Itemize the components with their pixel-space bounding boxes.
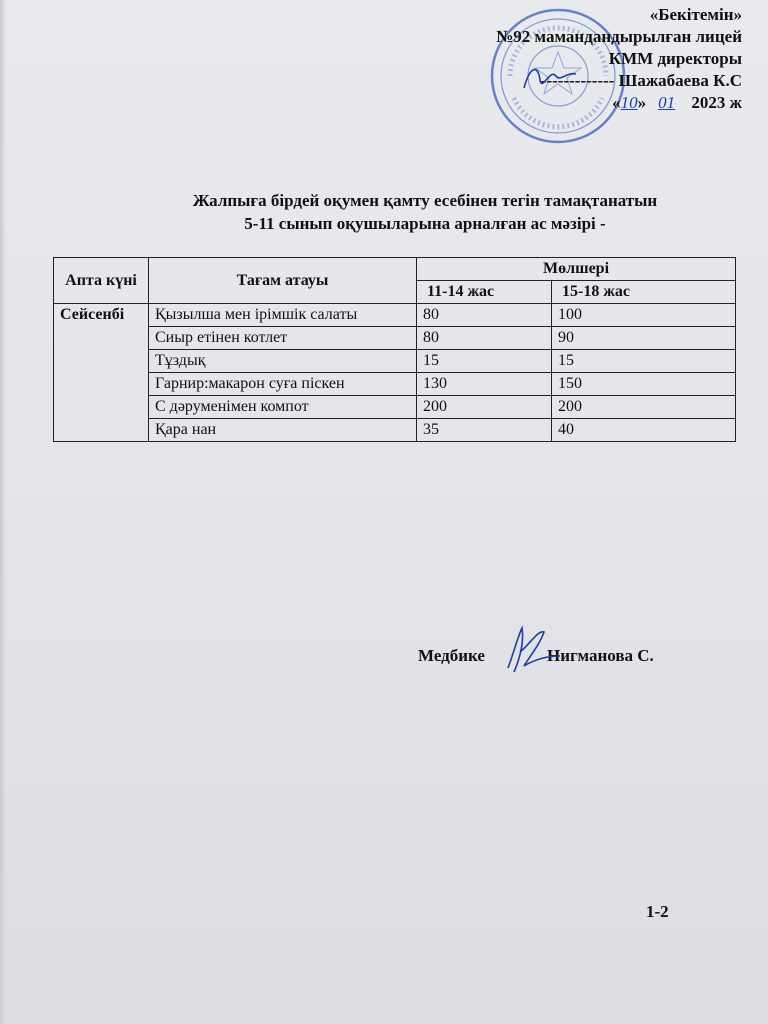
- amount-15-18-cell: 200: [552, 396, 736, 419]
- page-shadow: [0, 0, 6, 1024]
- dish-cell: С дәруменімен компот: [149, 396, 417, 419]
- amount-15-18-cell: 40: [552, 419, 736, 442]
- amount-15-18-cell: 15: [552, 350, 736, 373]
- nurse-name: Нигманова С.: [546, 646, 654, 665]
- dish-cell: Қызылша мен ірімшік салаты: [149, 304, 417, 327]
- header-row: [54, 258, 736, 281]
- page-number: 1-2: [646, 902, 669, 921]
- director-title: КММ директоры: [608, 49, 742, 68]
- header-age-15-18: 15-18 жас: [552, 281, 736, 304]
- heading-line-1: Жалпыға бірдей оқумен қамту есебінен тегін тамақтанатын: [192, 191, 658, 210]
- approval-title: «Бекітемін»: [649, 5, 742, 24]
- amount-11-14-cell: 15: [417, 350, 552, 373]
- header-amount: Мөлшері: [417, 258, 736, 281]
- menu-table: [53, 257, 736, 442]
- dish-cell: Сиыр етінен котлет: [149, 327, 417, 350]
- header-day: Апта күні: [54, 258, 149, 304]
- amount-15-18-cell: 150: [552, 373, 736, 396]
- table-row: [54, 373, 736, 396]
- amount-11-14-cell: 80: [417, 327, 552, 350]
- document-heading: [0, 189, 768, 235]
- date-day: 10: [620, 93, 638, 112]
- dish-cell: Гарнир:макарон суға піскен: [149, 373, 417, 396]
- amount-11-14-cell: 80: [417, 304, 552, 327]
- date-month: 01: [658, 93, 676, 112]
- header-age-11-14: 11-14 жас: [417, 281, 552, 304]
- nurse-role: Медбике: [418, 646, 485, 665]
- header-dish: Тағам атауы: [149, 258, 417, 304]
- nurse-signature: [500, 622, 564, 678]
- director-signature: [520, 58, 580, 98]
- approval-block: [442, 4, 742, 114]
- dish-cell: Қара нан: [149, 419, 417, 442]
- day-cell: Сейсенбі: [54, 304, 149, 442]
- table-row: [54, 419, 736, 442]
- heading-line-2: 5-11 сынып оқушыларына арналған ас мәзірі -: [244, 214, 606, 233]
- table-row: [54, 350, 736, 373]
- amount-11-14-cell: 35: [417, 419, 552, 442]
- approval-date: «10» 01 2023 ж: [612, 93, 742, 112]
- director-name: ------------- Шажабаева К.С: [540, 71, 742, 90]
- dish-cell: Тұздық: [149, 350, 417, 373]
- school-name: №92 мамандандырылған лицей: [496, 27, 742, 46]
- amount-11-14-cell: 130: [417, 373, 552, 396]
- table-row: [54, 396, 736, 419]
- table-row: [54, 304, 736, 327]
- amount-15-18-cell: 100: [552, 304, 736, 327]
- amount-15-18-cell: 90: [552, 327, 736, 350]
- amount-11-14-cell: 200: [417, 396, 552, 419]
- table-row: [54, 327, 736, 350]
